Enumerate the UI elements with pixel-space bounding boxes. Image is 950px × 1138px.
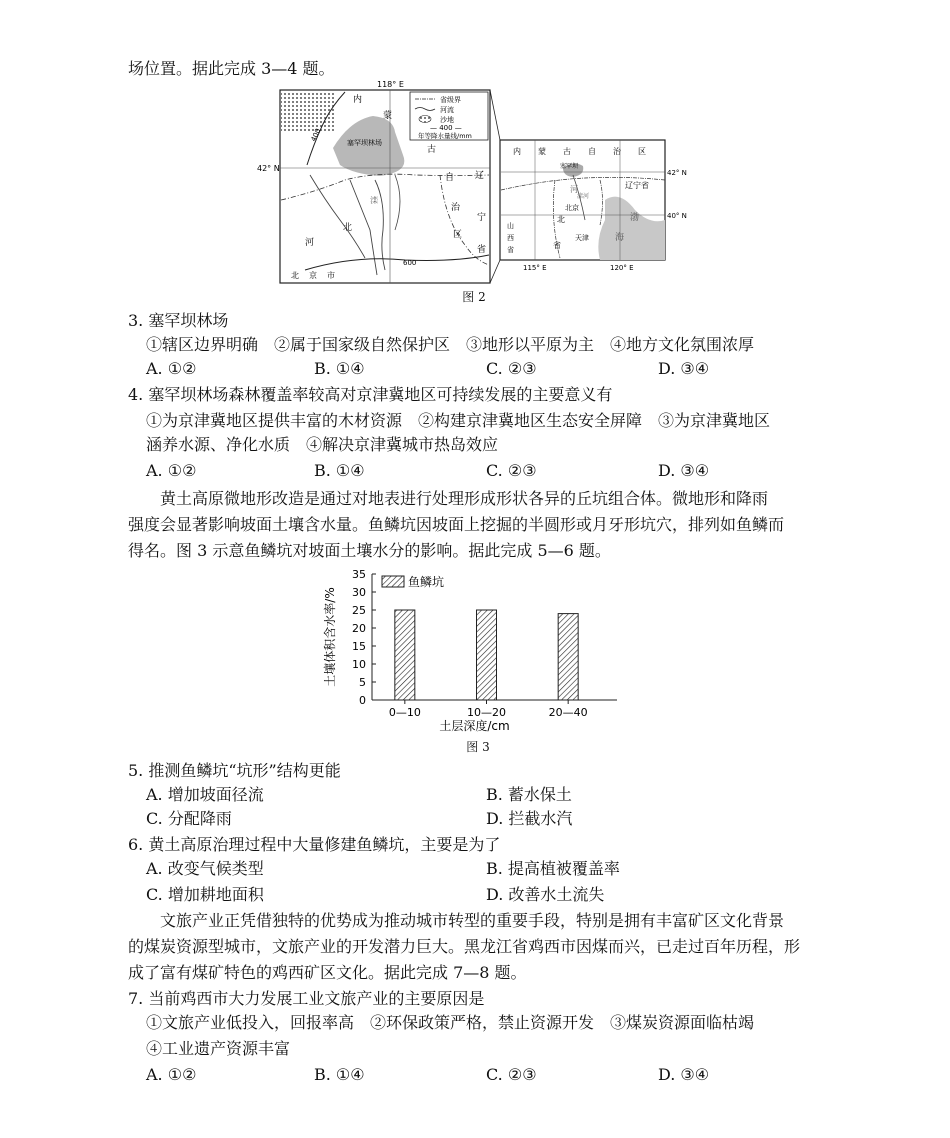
q7-option-c[interactable]: C. ②③ [486, 1065, 537, 1084]
bar-2 [558, 614, 578, 700]
y-tick-label-5: 25 [352, 604, 366, 617]
label-zhi: 治 [451, 203, 461, 213]
y-tick-label-6: 30 [352, 586, 366, 599]
x-tick-label-1: 10—20 [467, 706, 506, 719]
label-isohyet-400: 400 [309, 127, 323, 143]
label-ning: 宁 [477, 213, 487, 223]
para78-line3: 成了富有煤矿特色的鸡西矿区文化。据此完成 7—8 题。 [128, 963, 527, 982]
r-label-zi: 自 [588, 147, 596, 156]
r-label-shan: 山 [507, 222, 514, 230]
r-label-bo: 渤 [630, 213, 640, 223]
q5-option-c[interactable]: C. 分配降雨 [146, 809, 232, 828]
label-beijing-jing: 京 [309, 271, 317, 280]
bar-1 [477, 610, 497, 700]
q3-option-d[interactable]: D. ③④ [658, 359, 710, 378]
para56-line3: 得名。图 3 示意鱼鳞坑对坡面土壤水分的影响。据此完成 5—6 题。 [128, 541, 611, 560]
q5-option-b[interactable]: B. 蓄水保土 [486, 785, 572, 804]
label-nei: 内 [353, 95, 363, 105]
y-tick-label-4: 20 [352, 622, 366, 635]
q3-stem: 3. 塞罕坝林场 [128, 311, 229, 330]
r-label-sheng: 省 [553, 241, 561, 250]
connector-bottom [490, 260, 500, 283]
label-meng: 蒙 [383, 111, 393, 121]
q5-options-row2 [146, 808, 846, 830]
q7-option-b[interactable]: B. ①④ [314, 1065, 365, 1084]
r-label-meng: 蒙 [538, 147, 546, 156]
para56-line2: 强度会显著影响坡面土壤含水量。鱼鳞坑因坡面上挖掘的半圆形或月牙形坑穴，排列如鱼鳞而 [128, 515, 785, 534]
r-label-luanhe: 滦河 [577, 193, 590, 200]
label-he: 河 [305, 238, 315, 248]
q4-option-d[interactable]: D. ③④ [658, 461, 710, 480]
label-isohyet-600: 600 [403, 259, 417, 267]
q6-stem: 6. 黄土高原治理过程中大量修建鱼鳞坑，主要是为了 [128, 835, 501, 854]
connector-top [490, 90, 500, 140]
q4-items-line1: ①为京津冀地区提供丰富的木材资源 ②构建京津冀地区生态安全屏障 ③为京津冀地区 [146, 411, 771, 430]
r-label-hai: 海 [615, 233, 625, 243]
q3-options [146, 358, 846, 380]
label-liao: 辽 [475, 171, 485, 181]
label-beijing-bei: 北 [291, 271, 299, 280]
y-tick-label-2: 10 [352, 658, 366, 671]
label-luan: 滦 [370, 196, 378, 205]
q7-items-line1: ①文旅产业低投入，回报率高 ②环保政策严格，禁止资源开发 ③煤炭资源面临枯竭 [146, 1013, 755, 1032]
q6-option-a[interactable]: A. 改变气候类型 [146, 859, 264, 878]
q4-stem: 4. 塞罕坝林场森林覆盖率较高对京津冀地区可持续发展的主要意义有 [128, 385, 613, 404]
r-label-beijing: 北京 [565, 204, 579, 212]
legend-sand-symbol [419, 116, 431, 123]
label-zi: 自 [445, 173, 455, 183]
intro-top-text: 场位置。据此完成 3—4 题。 [128, 59, 335, 78]
bar-chart [320, 562, 630, 742]
q5-options-row1 [146, 784, 846, 806]
label-bei: 北 [343, 223, 353, 233]
x-tick-label-0: 0—10 [388, 706, 421, 719]
r-lat-40-label: 40° N [667, 212, 687, 220]
y-tick-label-1: 5 [359, 676, 366, 689]
q4-items-line2: 涵养水源、净化水质 ④解决京津冀城市热岛效应 [146, 435, 499, 454]
label-beijing-shi: 市 [327, 271, 335, 280]
para78-line1: 文旅产业正凭借独特的优势成为推动城市转型的重要手段，特别是拥有丰富矿区文化背景 [160, 911, 785, 930]
r-label-zhi: 治 [613, 147, 621, 156]
r-lon-115-label: 115° E [523, 264, 547, 272]
q5-option-d[interactable]: D. 拦截水汽 [486, 809, 573, 828]
legend-river-text: 河流 [440, 106, 454, 114]
r-label-he: 河 [570, 185, 578, 194]
legend-sand-text: 沙地 [440, 116, 454, 124]
y-tick-label-7: 35 [352, 568, 366, 581]
q4-option-a[interactable]: A. ①② [146, 461, 197, 480]
q6-option-c[interactable]: C. 增加耕地面积 [146, 885, 264, 904]
r-label-nei: 内 [513, 147, 521, 156]
r-label-saihanba: 塞罕坝 [560, 163, 579, 170]
r-label-shanxi-sheng: 省 [507, 246, 514, 254]
r-label-xi: 西 [507, 234, 514, 242]
y-tick-label-3: 15 [352, 640, 366, 653]
r-lat-42-label: 42° N [667, 169, 687, 177]
x-tick-label-2: 20—40 [548, 706, 588, 719]
para78-line2: 的煤炭资源型城市，文旅产业的开发潜力巨大。黑龙江省鸡西市因煤而兴，已走过百年历程，形 [128, 937, 801, 956]
legend-isohyet-text: 年等降水量线/mm [418, 132, 472, 140]
y-axis-label: 土壤体积含水率/% [323, 587, 337, 687]
y-tick-label-0: 0 [359, 694, 366, 707]
q3-items: ①辖区边界明确 ②属于国家级自然保护区 ③地形以平原为主 ④地方文化氛围浓厚 [146, 335, 755, 354]
legend-swatch [382, 576, 404, 587]
legend-label: 鱼鳞坑 [408, 575, 445, 589]
label-gu: 古 [427, 145, 437, 155]
q6-options-row2 [146, 884, 846, 906]
q6-options-row1 [146, 858, 846, 880]
q5-option-a[interactable]: A. 增加坡面径流 [146, 785, 264, 804]
lon-118-label: 118° E [377, 80, 404, 89]
q6-option-d[interactable]: D. 改善水土流失 [486, 885, 605, 904]
q3-option-a[interactable]: A. ①② [146, 359, 197, 378]
chart-caption: 图 3 [466, 740, 490, 754]
r-label-qu: 区 [638, 147, 646, 156]
q3-option-c[interactable]: C. ②③ [486, 359, 537, 378]
map-caption: 图 2 [462, 290, 486, 304]
q4-option-b[interactable]: B. ①④ [314, 461, 365, 480]
r-label-gu: 古 [563, 147, 571, 156]
label-sheng: 省 [477, 245, 487, 255]
legend-isohyet-symbol: — 400 — [430, 124, 462, 132]
q4-option-c[interactable]: C. ②③ [486, 461, 537, 480]
sand-area-dotted [281, 91, 336, 131]
r-label-liaoning: 辽宁省 [625, 181, 649, 190]
r-lon-120-label: 120° E [610, 264, 634, 272]
q7-option-a[interactable]: A. ①② [146, 1065, 197, 1084]
para56-line1: 黄土高原微地形改造是通过对地表进行处理形成形状各异的丘坑组合体。微地形和降雨 [160, 489, 769, 508]
r-label-bei: 北 [557, 215, 565, 224]
q5-stem: 5. 推测鱼鳞坑“坑形”结构更能 [128, 761, 341, 780]
q7-option-d[interactable]: D. ③④ [658, 1065, 710, 1084]
r-label-tianjin: 天津 [575, 234, 589, 242]
q4-options [146, 460, 846, 482]
label-saihanba-forest: 塞罕坝林场 [347, 139, 382, 147]
label-qu: 区 [453, 230, 463, 240]
map-figure [255, 80, 695, 285]
bar-0 [395, 610, 415, 700]
q6-option-b[interactable]: B. 提高植被覆盖率 [486, 859, 620, 878]
q3-option-b[interactable]: B. ①④ [314, 359, 365, 378]
q7-stem: 7. 当前鸡西市大力发展工业文旅产业的主要原因是 [128, 989, 485, 1008]
lat-42-left-label: 42° N [257, 164, 280, 173]
q7-options [146, 1064, 846, 1086]
legend-boundary-text: 省级界 [440, 96, 461, 104]
q7-items-line2: ④工业遗产资源丰富 [146, 1039, 291, 1058]
x-axis-label: 土层深度/cm [439, 719, 510, 733]
